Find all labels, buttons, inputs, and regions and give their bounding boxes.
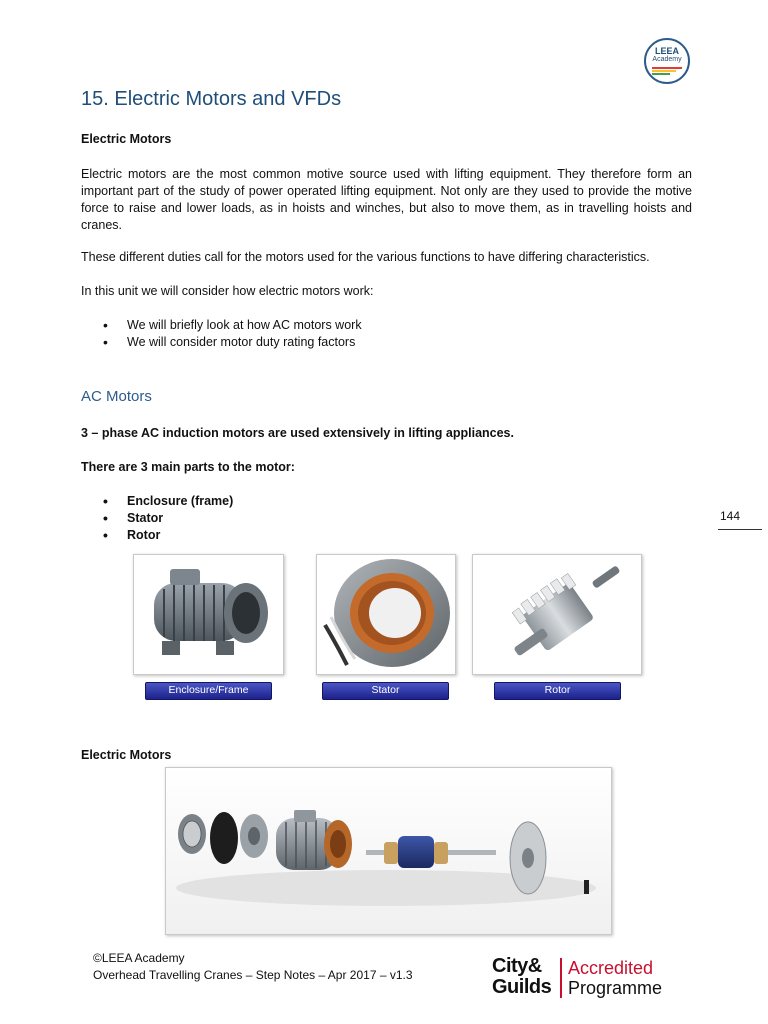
stator-image bbox=[316, 554, 456, 675]
duties-paragraph: These different duties call for the motors used for the various functions to have differing characteristics. bbox=[81, 250, 650, 264]
city-guilds-logo-line1: City& bbox=[492, 955, 542, 977]
unit-paragraph: In this unit we will consider how electric motors work: bbox=[81, 284, 374, 298]
footer-document-info: Overhead Travelling Cranes – Step Notes – Apr 2017 – v1.3 bbox=[93, 968, 413, 982]
logo-stripes-icon bbox=[652, 67, 682, 77]
programme-text: Programme bbox=[568, 978, 663, 998]
city-guilds-accredited-logo bbox=[492, 956, 672, 1000]
list-item: • Rotor bbox=[81, 527, 233, 544]
page-title: 15. Electric Motors and VFDs bbox=[81, 88, 342, 110]
city-guilds-logo-line2: Guilds bbox=[492, 976, 552, 998]
logo-text-leea: LEEA bbox=[654, 46, 679, 56]
section-heading-electric-motors: Electric Motors bbox=[81, 132, 172, 146]
accredited-text: Accredited bbox=[568, 958, 654, 978]
list-item: • Enclosure (frame) bbox=[81, 493, 233, 510]
section-heading-ac-motors: AC Motors bbox=[81, 388, 152, 405]
stator-label: Stator bbox=[322, 682, 449, 700]
list-item: • We will briefly look at how AC motors work bbox=[81, 317, 362, 334]
rotor-icon bbox=[473, 555, 641, 674]
intro-paragraph: Electric motors are the most common motive source used with lifting equipment. They therefore form an important part of the study of power operated lifting equipment. Not only are they used to provide the motive force to raise and lower loads, as in hoists and winches, but also to move them, as in travelling hoists and cranes. bbox=[81, 167, 692, 232]
list-item: • We will consider motor duty rating factors bbox=[81, 334, 362, 351]
logo-divider bbox=[560, 958, 562, 998]
list-item: • Stator bbox=[81, 510, 233, 527]
ac-induction-paragraph: 3 – phase AC induction motors are used extensively in lifting appliances. bbox=[81, 426, 514, 440]
exploded-motor-image bbox=[165, 767, 612, 935]
parts-bullet-list bbox=[81, 493, 233, 544]
logo-text-academy: Academy bbox=[652, 56, 682, 63]
rotor-label: Rotor bbox=[494, 682, 621, 700]
section-heading-electric-motors-2: Electric Motors bbox=[81, 748, 172, 762]
footer-copyright: ©LEEA Academy bbox=[93, 951, 185, 965]
page-number-rule bbox=[718, 529, 762, 530]
unit-bullet-list bbox=[81, 317, 362, 351]
main-parts-paragraph: There are 3 main parts to the motor: bbox=[81, 460, 295, 474]
enclosure-frame-icon bbox=[134, 555, 283, 674]
rotor-image bbox=[472, 554, 642, 675]
leea-academy-logo bbox=[644, 38, 690, 84]
stator-icon bbox=[317, 555, 455, 674]
enclosure-image bbox=[133, 554, 284, 675]
page-number: 144 bbox=[720, 509, 741, 523]
exploded-motor-icon bbox=[166, 768, 611, 934]
enclosure-frame-label: Enclosure/Frame bbox=[145, 682, 272, 700]
